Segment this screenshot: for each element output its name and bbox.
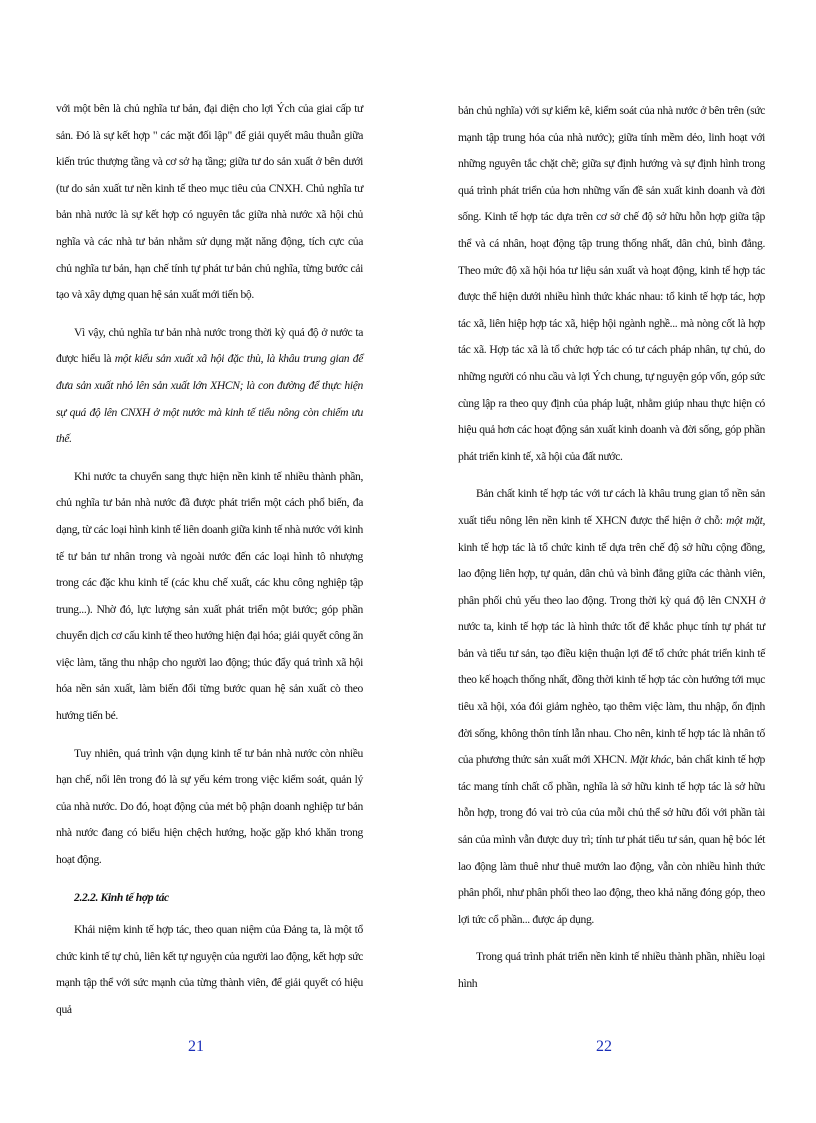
paragraph-text: kinh tế hợp tác là tổ chức kinh tế dựa trên chế độ sở hữu cộng đồng, lao động liên hợp, tự quản, dân chủ và bình đẳng giữa các thành viên, phân phối chủ yếu theo lao động. Trong thời kỳ quá độ lên CNXH ở nước ta, kinh tế hợp tác là hình thức tốt để khắc phục tính tự phát tư bản và tiểu tư sản, tạo điều kiện thuận lợi để tổ chức phát triển kinh tế theo kế hoạch thống nhất, đồng thời kinh tế hợp tác còn hướng tới mục tiêu xã hội, xóa đói giảm nghèo, tạo thêm việc làm, thu nhập, ổn định đời sống, không thôn tính lẫn nhau. Cho nên, kinh tế hợp tác là nhân tố của phương thức sản xuất mới XHCN. [458, 540, 765, 767]
paragraph: Khái niệm kinh tế hợp tác, theo quan niệm của Đảng ta, là một tổ chức kinh tế tự chủ, liên kết tự nguyện của người lao động, kết hợp sức mạnh tập thể với sức mạnh của từng thành viên, để giải quyết có hiệu quả [56, 923, 363, 1016]
right-page-text [458, 98, 765, 1009]
paragraph-text: Bản chất kinh tế hợp tác với tư cách là khâu trung gian tổ nền sản xuất tiểu nông lên nền kinh tế XHCN được thể hiện ở chỗ: [458, 487, 765, 527]
paragraph-text: bản chất kinh tế hợp tác mang tính chất cổ phần, nghĩa là sở hữu kinh tế hợp tác là sở hữu hỗn hợp, trong đó vai trò của của mỗi chủ thể sở hữu đối với phần tài sản của mình vẫn được duy trì; tính tư phát tiểu tư sản, quan hệ bóc lét lao động làm thuê như thuê mướn lao động, vẫn còn nhiều hình thức phân phối, như phân phối theo lao động, theo khả năng đóng góp, theo lợi tức cổ phần... được áp dụng. [458, 753, 765, 926]
paragraph: với một bên là chủ nghĩa tư bản, đại diện cho lợi Ých của giai cấp tư sản. Đó là sự kết hợp " các mặt đối lập" để giải quyết mâu thuẫn giữa kiến trúc thượng tầng và cơ sở hạ tầng; giữa tư do sản xuất ở bên dưới (tư do sản xuất tư nền kinh tế theo mục tiêu của CNXH. Chủ nghĩa tư bản nhà nước là sự kết hợp có nguyên tắc giữa nhà nước xã hội chủ nghĩa và các nhà tư bản nhằm sử dụng mặt năng động, tích cực của chủ nghĩa tư bản, hạn chế tính tự phát tư bản chủ nghĩa, từng bước cải tạo và xây dựng quan hệ sản xuất mới tiến bộ. [56, 102, 363, 302]
left-page-text [56, 96, 363, 1035]
emphasis-text: Mặt khác, [629, 753, 674, 767]
paragraph: Khi nước ta chuyển sang thực hiện nền kinh tế nhiều thành phần, chủ nghĩa tư bản nhà nước đã được phát triển một cách phổ biến, đa dạng, từ các loại hình kinh tế liên doanh giữa kinh tế nhà nước với kinh tế tư bản tư nhân trong và ngoài nước đến các loại hình tô nhượng trong các đặc khu kinh tế (các khu chế xuất, các khu công nghiệp tập trung...). Nhờ đó, lực lượng sản xuất phát triển một bước; góp phần chuyển dịch cơ cấu kinh tế theo hướng hiện đại hóa; giải quyết công ăn việc làm, tăng thu nhập cho người lao động; thúc đẩy quá trình xã hội hóa nền sản xuất, làm biến đổi từng bước quan hệ sản xuất cò theo hướng tiến bé. [56, 469, 363, 723]
page-number-left: 21 [188, 1038, 204, 1055]
paragraph [458, 481, 765, 933]
paragraph [56, 320, 363, 453]
paragraph: Trong quá trình phát triển nền kinh tế nhiều thành phần, nhiều loại hình [458, 950, 765, 990]
paragraph: bản chủ nghĩa) với sự kiểm kê, kiểm soát của nhà nước ở bên trên (sức mạnh tập trung hóa của nhà nước); giữa tính mềm dẻo, linh hoạt với những nguyên tắc chặt chẽ; giữa sự định hướng và sự định hình trong quá trình phát triển của hơn những vấn đề sản xuất kinh doanh và đời sống. Kinh tế hợp tác dựa trên cơ sở chế độ sở hữu hỗn hợp giữa tập thể và cá nhân, hoạt động tập trung thống nhất, dân chủ, bình đẳng. Theo mức độ xã hội hóa tư liệu sản xuất và hoạt động, kinh tế hợp tác được thể hiện dưới nhiều hình thức khác nhau: tổ kinh tế hợp tác, hợp tác xã, liên hiệp hợp tác xã, hiệp hội ngành nghề... mà nòng cốt là hợp tác xã. Hợp tác xã là tổ chức hợp tác có tư cách pháp nhân, tự chủ, do những người có nhu cầu và lợi Ých chung, tự nguyện góp vốn, góp sức cùng lập ra theo quy định của pháp luật, nhằm giúp nhau thực hiện có hiệu quả hơn các hoạt động sản xuất kinh doanh và đời sống, góp phần phát triển kinh tế, xã hội của đất nước. [458, 104, 765, 463]
emphasis-text: một kiểu sản xuất xã hội đặc thù, là khâu trung gian để đưa sản xuất nhỏ lên sản xuất lớn XHCN; là con đường để thực hiện sự quá độ lên CNXH ở một nước mà kinh tế tiểu nông còn chiếm ưu thế. [56, 352, 363, 446]
section-heading: 2.2.2. Kinh tế hợp tác [74, 890, 169, 904]
page-number-right: 22 [596, 1038, 612, 1055]
paragraph: Tuy nhiên, quá trình vận dụng kinh tế tư bản nhà nước còn nhiều hạn chế, nổi lên trong đó là sự yếu kém trong việc kiểm soát, quản lý của nhà nước. Do đó, hoạt động của mét bộ phận doanh nghiệp tư bản nhà nước đang có biểu hiện chệch hướng, hoặc gặp khó khăn trong hoạt động. [56, 746, 363, 867]
emphasis-text: một mặt, [726, 513, 765, 527]
paragraph-text: Vì vậy, chủ nghĩa tư bản nhà nước trong thời kỳ quá độ ở nước ta được hiểu là [56, 325, 363, 366]
